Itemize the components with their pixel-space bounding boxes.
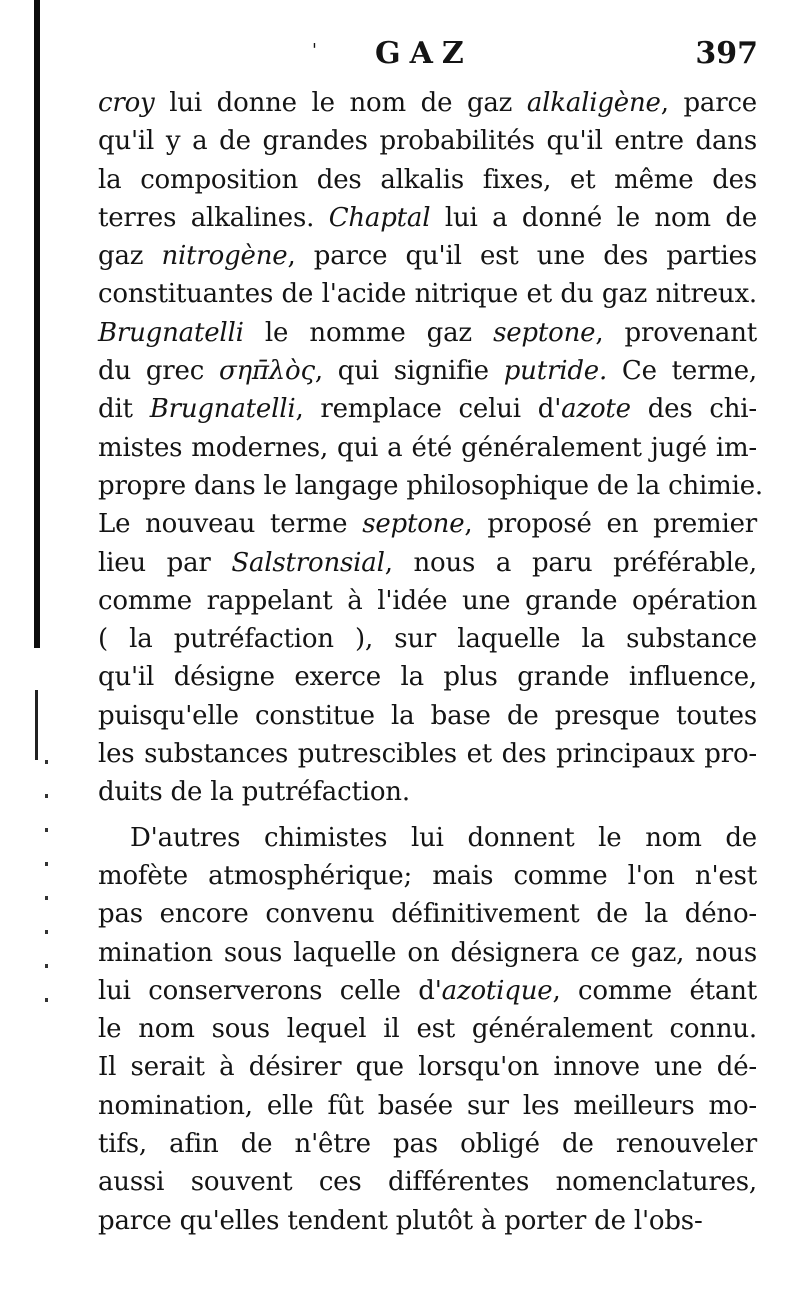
text-segment: tifs, afin de n'être pas obligé de renouveler (98, 1129, 757, 1160)
text-line (98, 1125, 757, 1163)
text-line (98, 773, 757, 811)
text-segment: , nous a paru préférable, (384, 547, 757, 578)
text-line (98, 122, 757, 160)
text-line (98, 697, 757, 735)
italic-text: nitrogène (161, 241, 288, 272)
italic-text: croy (98, 88, 155, 118)
text-segment: duits de la putréfaction. (98, 777, 410, 808)
text-segment: , proposé en premier (464, 509, 757, 540)
text-line (98, 1048, 757, 1086)
italic-text: Brugnatelli (98, 317, 244, 348)
text-segment: dit (98, 394, 150, 425)
running-title: GAZ (375, 36, 473, 71)
text-segment: propre dans le langage philosophique de la chimie. (98, 470, 763, 501)
paragraph-2 (98, 819, 757, 1240)
text-segment: mistes modernes, qui a été généralement jugé im- (98, 432, 757, 463)
text-segment: des chi- (630, 394, 757, 425)
text-segment: mination sous laquelle on désignera ce gaz, nous (98, 937, 757, 968)
header-mark: ' (312, 40, 317, 61)
text-line (98, 658, 757, 696)
text-segment: lui conserverons celle d' (98, 975, 442, 1006)
text-segment: qu'il désigne exerce la plus grande influence, (98, 662, 757, 693)
paragraph-gap (98, 812, 757, 819)
italic-text: Chaptal (328, 202, 431, 233)
text-segment: pas encore convenu définitivement de la déno- (98, 899, 757, 930)
text-segment: parce qu'elles tendent plutôt à porter de l'obs- (98, 1205, 703, 1236)
text-segment: Ce terme, (607, 356, 757, 387)
text-segment: les substances putrescibles et des principaux pro- (98, 739, 757, 770)
page-number: 397 (695, 36, 758, 71)
text-line (98, 934, 757, 972)
text-segment: puisqu'elle constitue la base de presque toutes (98, 700, 757, 731)
text-segment: constituantes de l'acide nitrique et du gaz nitreux. (98, 279, 757, 310)
text-line (98, 895, 757, 933)
text-segment: D'autres chimistes lui donnent le nom de (130, 822, 757, 853)
text-segment: , qui signifie (314, 356, 504, 387)
text-segment: lui donne le nom de gaz (154, 88, 527, 118)
text-line (98, 819, 757, 857)
text-line (98, 237, 757, 275)
text-line (98, 972, 757, 1010)
text-segment: gaz (98, 241, 162, 272)
text-segment: mofète atmosphérique; mais comme l'on n'est (98, 860, 757, 891)
text-segment: , remplace celui d' (295, 394, 562, 425)
text-line (98, 544, 757, 582)
text-segment: , comme étant (552, 975, 757, 1006)
text-line (98, 1163, 757, 1201)
italic-text: septone (493, 317, 596, 348)
text-segment: qu'il y a de grandes probabilités qu'il entre dans (98, 126, 757, 157)
text-line (98, 429, 757, 467)
text-segment: le nomme gaz (243, 317, 494, 348)
text-line (98, 1087, 757, 1125)
italic-text: alkaligène (526, 88, 661, 118)
text-segment: lui a donné le nom de (430, 202, 758, 233)
text-line (98, 199, 757, 237)
text-line (98, 857, 757, 895)
text-segment: le nom sous lequel il est généralement connu. (98, 1014, 757, 1045)
text-line (98, 467, 763, 505)
italic-text: Salstronsial (231, 547, 385, 578)
text-line (98, 390, 757, 428)
page-binding-edge (34, 0, 40, 648)
text-segment: ( la putréfaction ), sur laquelle la substance (98, 624, 757, 655)
italic-text: putride. (503, 356, 608, 387)
text-segment: terres alkalines. (98, 202, 329, 233)
page-binding-marks (45, 760, 48, 1020)
text-segment: la composition des alkalis fixes, et même des (98, 164, 757, 195)
italic-text: Brugnatelli (149, 394, 296, 425)
text-segment: du grec (98, 356, 219, 387)
text-segment: aussi souvent ces différentes nomenclatures, (98, 1167, 757, 1198)
text-line (98, 582, 757, 620)
text-segment: Il serait à désirer que lorsqu'on innove une dé- (98, 1052, 757, 1083)
text-line (98, 1010, 757, 1048)
paragraph-1 (98, 84, 763, 812)
text-segment: Le nouveau terme (98, 509, 363, 540)
italic-text: septone (362, 509, 465, 540)
text-body (98, 84, 763, 1240)
text-line (98, 314, 757, 352)
text-segment: , parce (660, 88, 757, 118)
italic-text: azotique (441, 975, 553, 1006)
text-line (98, 352, 757, 390)
text-line (98, 84, 757, 122)
text-segment: nomination, elle fût basée sur les meilleurs mo- (98, 1090, 757, 1121)
text-line (98, 735, 757, 773)
page-binding-edge-lower (35, 690, 38, 760)
text-line (98, 275, 757, 313)
text-segment: lieu par (98, 547, 232, 578)
text-line (98, 1202, 757, 1240)
text-segment: , provenant (595, 317, 757, 348)
italic-text: σηπ̄λὸς (218, 356, 315, 387)
text-line (98, 620, 757, 658)
text-line (98, 161, 757, 199)
text-line (98, 505, 757, 543)
text-segment: , parce qu'il est une des parties (287, 241, 757, 272)
text-segment: comme rappelant à l'idée une grande opération (98, 585, 757, 616)
page-header (300, 36, 758, 78)
italic-text: azote (561, 394, 631, 425)
